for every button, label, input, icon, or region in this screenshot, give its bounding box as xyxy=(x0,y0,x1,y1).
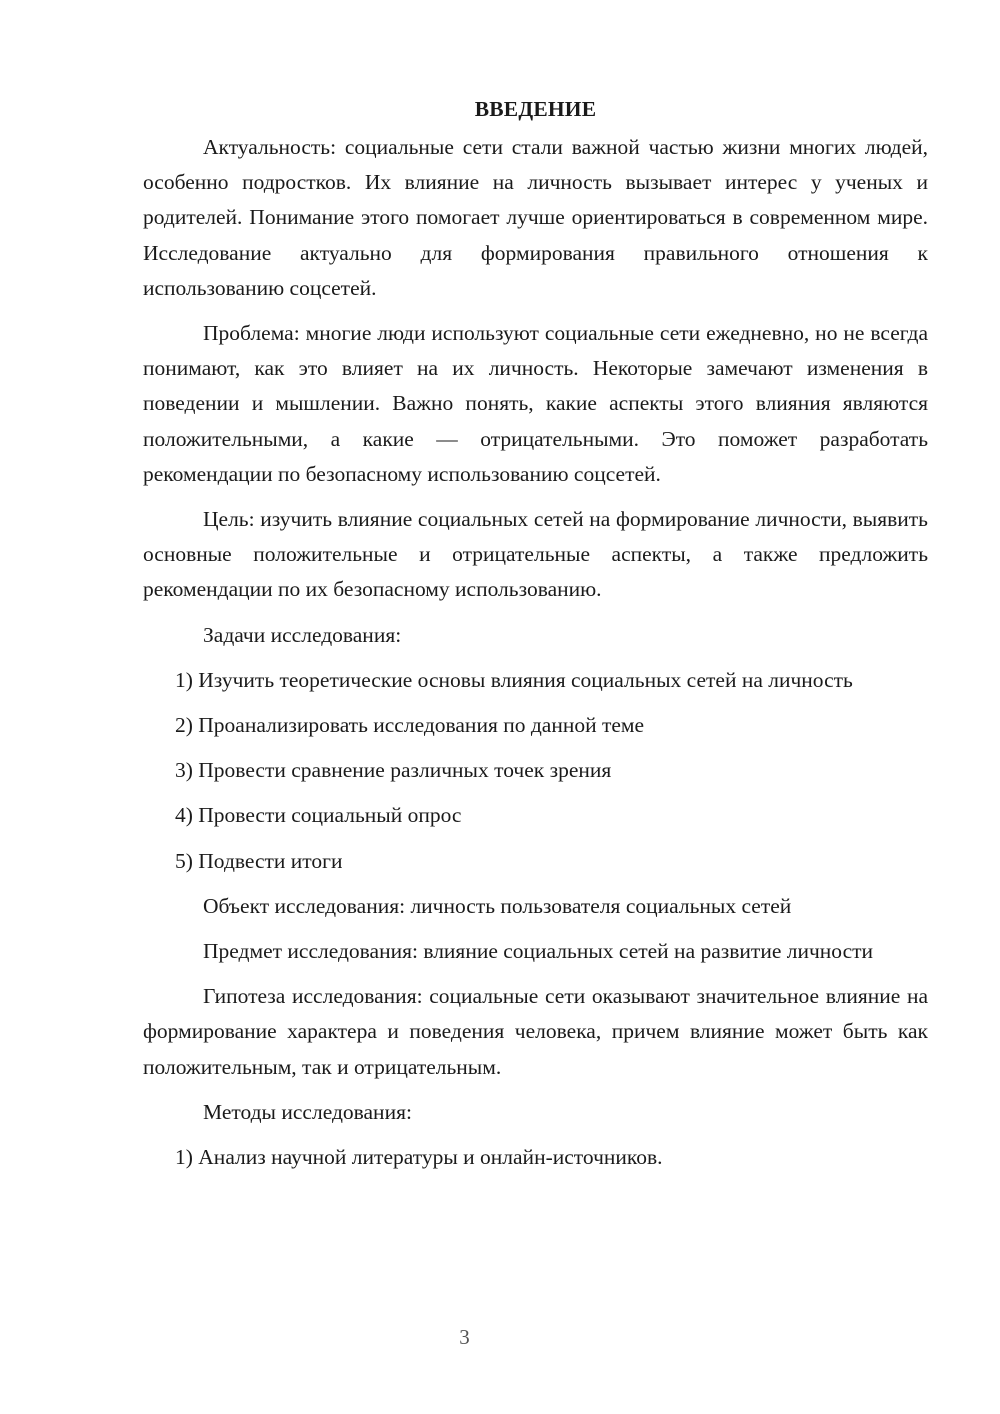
hypothesis-paragraph: Гипотеза исследования: социальные сети оказывают значительное влияние на формирование характера и поведения человека, причем влияние может быть как положительным, так и отрицательным. xyxy=(143,984,928,1079)
subject-paragraph: Предмет исследования: влияние социальных сетей на развитие личности xyxy=(203,939,874,964)
goal-paragraph: Цель: изучить влияние социальных сетей на формирование личности, выявить основные положительные и отрицательные аспекты, а также предложить рекомендации по их безопасному использованию. xyxy=(143,507,928,602)
task-item: 5) Подвести итоги xyxy=(175,848,343,873)
method-item: 1) Анализ научной литературы и онлайн-источников. xyxy=(175,1145,663,1170)
page-number: 3 xyxy=(459,1325,470,1349)
tasks-heading: Задачи исследования: xyxy=(203,622,402,647)
task-item: 4) Провести социальный опрос xyxy=(175,803,462,828)
relevance-paragraph: Актуальность: социальные сети стали важной частью жизни многих людей, особенно подростков. Их влияние на личность вызывает интерес у ученых и родителей. Понимание этого помогает лучше ориентироваться в современном мире. Исследование актуально для формирования правильного отношения к использованию соцсетей. xyxy=(143,135,928,300)
problem-paragraph: Проблема: многие люди используют социальные сети ежедневно, но не всегда понимают, как это влияет на их личность. Некоторые замечают изменения в поведении и мышлении. Важно понять, какие аспекты этого влияния являются положительными, а какие — отрицательными. Это поможет разработать рекомендации по безопасному использованию соцсетей. xyxy=(143,321,928,486)
document-page xyxy=(143,92,928,1185)
object-line: Объект исследования: личность пользователя социальных сетей xyxy=(203,893,792,918)
section-title: ВВЕДЕНИЕ xyxy=(474,97,597,121)
methods-heading: Методы исследования: xyxy=(203,1099,412,1124)
task-item: 3) Провести сравнение различных точек зрения xyxy=(175,758,612,783)
task-item: 1) Изучить теоретические основы влияния социальных сетей на личность xyxy=(175,667,853,692)
task-item: 2) Проанализировать исследования по данной теме xyxy=(175,713,645,738)
